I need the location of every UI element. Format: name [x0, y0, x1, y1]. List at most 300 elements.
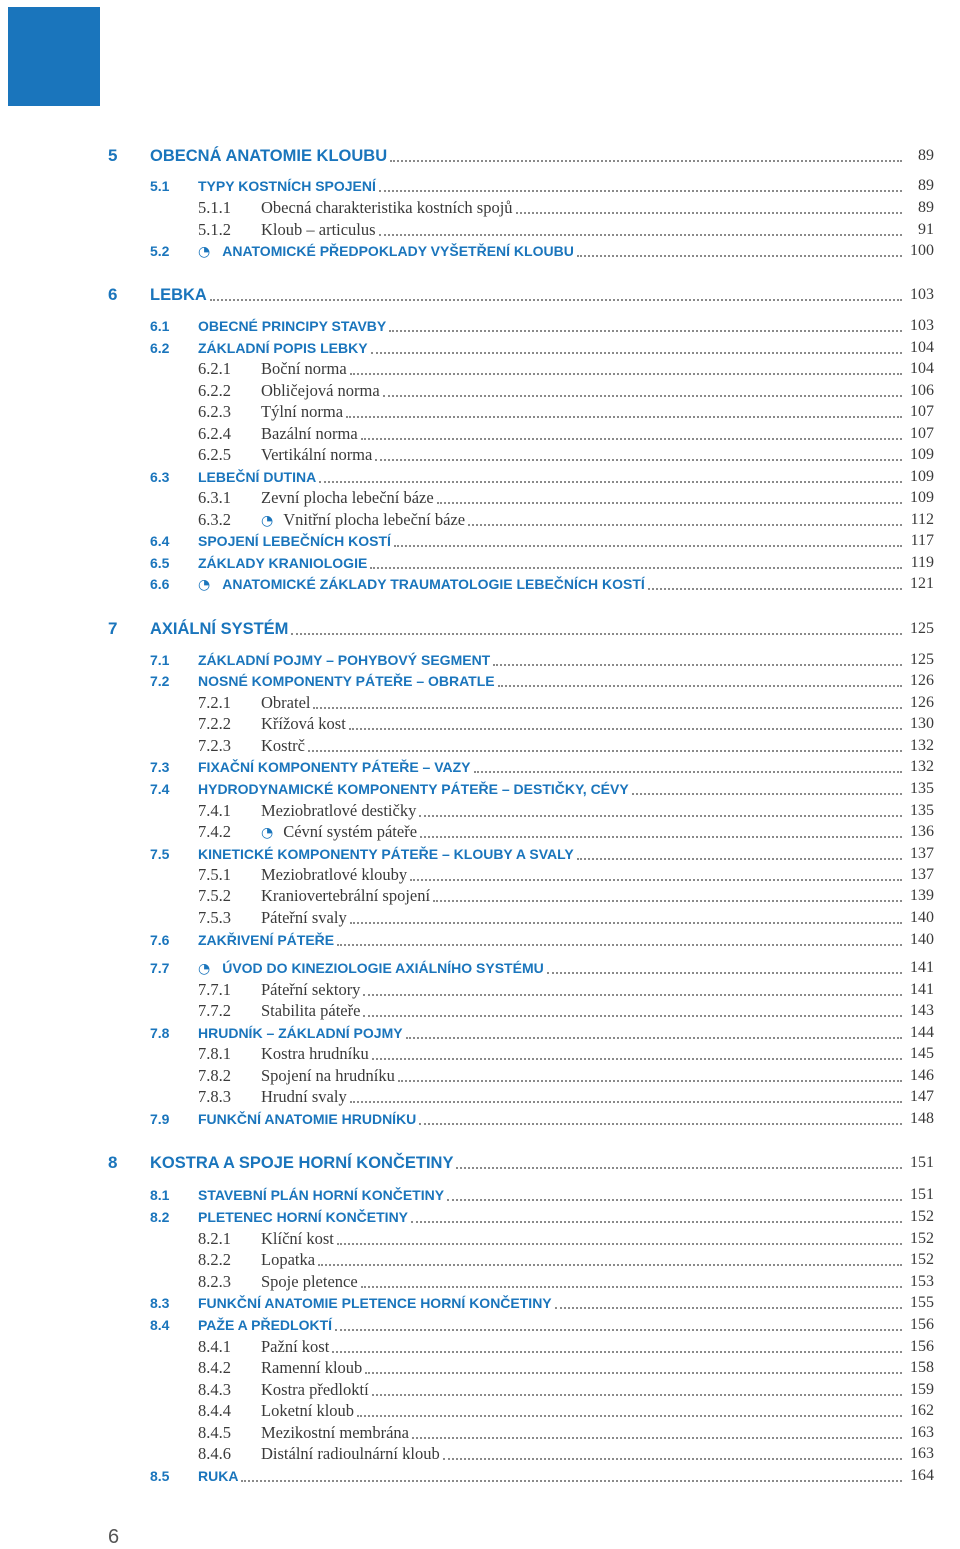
- toc-entry-number: 8.2.2: [198, 1250, 231, 1269]
- toc-entry-number: 7.5.1: [198, 865, 231, 884]
- toc-entry-number: 7.8.3: [198, 1087, 231, 1106]
- toc-entry-number: 7.4.2: [198, 822, 231, 841]
- toc-entry-page: 143: [910, 1002, 934, 1019]
- dot-leader: [389, 330, 902, 332]
- toc-entry-number: 8.2: [150, 1209, 170, 1225]
- toc-section-row[interactable]: [0, 337, 960, 359]
- dot-leader: [363, 1015, 902, 1017]
- toc-entry-page: 126: [910, 672, 934, 689]
- toc-entry-number: 8.4.2: [198, 1358, 231, 1377]
- dot-leader: [372, 1058, 902, 1060]
- toc-entry-title: [261, 197, 513, 219]
- toc-entry-title-text: Křížová kost: [261, 714, 346, 733]
- toc-entry-page: 155: [910, 1294, 934, 1311]
- toc-entry-page: 130: [910, 715, 934, 732]
- toc-section-row[interactable]: [0, 1292, 960, 1314]
- toc-entry-title: [198, 957, 544, 980]
- toc-sub-row[interactable]: [0, 444, 960, 466]
- toc-section-row[interactable]: [0, 530, 960, 552]
- toc-entry-title-text: ANATOMICKÉ ZÁKLADY TRAUMATOLOGIE LEBEČNÍCH KOSTÍ: [222, 576, 645, 592]
- dot-leader: [357, 1415, 902, 1417]
- toc-entry-title-text: AXIÁLNÍ SYSTÉM: [150, 620, 289, 638]
- toc-entry-title: [150, 145, 387, 167]
- toc-entry-page: 132: [910, 758, 934, 775]
- toc-entry-page: 151: [910, 1186, 934, 1203]
- toc-entry-page: 162: [910, 1402, 934, 1419]
- toc-entry-page: 135: [910, 802, 934, 819]
- toc-entry-title-text: Cévní systém páteře: [283, 822, 418, 841]
- toc-entry-title-text: FUNKČNÍ ANATOMIE PLETENCE HORNÍ KONČETINY: [198, 1295, 552, 1311]
- toc-entry-title: [198, 240, 574, 263]
- toc-entry-page: 140: [910, 931, 934, 948]
- toc-entry-page: 104: [910, 360, 934, 377]
- toc-entry-title-text: PAŽE A PŘEDLOKTÍ: [198, 1317, 333, 1333]
- toc-entry-title-text: FIXAČNÍ KOMPONENTY PÁTEŘE – VAZY: [198, 759, 471, 775]
- toc-section-row[interactable]: [0, 466, 960, 488]
- dot-leader: [349, 728, 902, 730]
- toc-entry-page: 152: [910, 1251, 934, 1268]
- toc-entry-page: 137: [910, 866, 934, 883]
- toc-entry-page: 121: [910, 575, 934, 592]
- toc-entry-number: 7.8: [150, 1025, 170, 1041]
- dot-leader: [419, 815, 902, 817]
- toc-sub-row[interactable]: [0, 885, 960, 907]
- dot-leader: [419, 1123, 902, 1125]
- toc-section-row[interactable]: [0, 175, 960, 197]
- toc-entry-page: 107: [910, 403, 934, 420]
- toc-entry-title: [198, 649, 490, 671]
- toc-entry-page: 109: [910, 468, 934, 485]
- toc-entry-title: [261, 821, 417, 844]
- toc-entry-title: [261, 1271, 358, 1293]
- toc-entry-title-text: Ramenní kloub: [261, 1358, 363, 1377]
- toc-entry-title-text: Loketní kloub: [261, 1401, 355, 1420]
- dot-leader: [447, 1199, 902, 1201]
- toc-entry-number: 7.1: [150, 652, 170, 668]
- toc-entry-page: 89: [918, 199, 934, 216]
- toc-sub-row[interactable]: [0, 509, 960, 531]
- toc-chapter-row[interactable]: [0, 284, 960, 306]
- toc-entry-number: 6.2.5: [198, 445, 231, 464]
- toc-entry-page: 152: [910, 1230, 934, 1247]
- toc-entry-title: [198, 175, 376, 197]
- toc-entry-title-text: LEBKA: [150, 286, 207, 304]
- toc-entry-number: 8.4.5: [198, 1423, 231, 1442]
- toc-entry-number: 7.8.1: [198, 1044, 231, 1063]
- toc-entry-title: [261, 444, 372, 466]
- toc-entry-title-text: KOSTRA A SPOJE HORNÍ KONČETINY: [150, 1154, 454, 1172]
- toc-entry-page: 139: [910, 887, 934, 904]
- toc-entry-page: 163: [910, 1424, 934, 1441]
- toc-entry-number: 8.5: [150, 1468, 170, 1484]
- toc-entry-title-text: OBECNÉ PRINCIPY STAVBY: [198, 318, 387, 334]
- toc-sub-row[interactable]: [0, 800, 960, 822]
- toc-entry-title-text: Stabilita páteře: [261, 1001, 361, 1020]
- toc-entry-number: 7: [108, 619, 118, 638]
- toc-entry-page: 89: [918, 177, 934, 194]
- toc-entry-title: [261, 1065, 395, 1087]
- dot-leader: [371, 352, 902, 354]
- dot-leader: [632, 793, 902, 795]
- toc-entry-title: [198, 1184, 444, 1206]
- eye-icon: ◔: [198, 961, 211, 977]
- toc-entry-page: 109: [910, 446, 934, 463]
- dot-leader: [361, 438, 902, 440]
- dot-leader: [577, 858, 902, 860]
- toc-entry-number: 7.7.2: [198, 1001, 231, 1020]
- toc-entry-title-text: Kloub – articulus: [261, 220, 376, 239]
- toc-sub-row[interactable]: [0, 219, 960, 241]
- eye-icon: ◔: [261, 825, 274, 841]
- toc-entry-title-text: RUKA: [198, 1468, 239, 1484]
- toc-entry-title-text: ZÁKLADY KRANIOLOGIE: [198, 555, 368, 571]
- toc-entry-title-text: Hrudní svaly: [261, 1087, 347, 1106]
- dot-leader: [498, 685, 902, 687]
- dot-leader: [370, 567, 902, 569]
- dot-leader: [241, 1480, 902, 1482]
- toc-entry-number: 7.8.2: [198, 1066, 231, 1085]
- toc-entry-number: 7.4.1: [198, 801, 231, 820]
- toc-section-row[interactable]: [0, 778, 960, 800]
- toc-entry-title: [198, 573, 645, 596]
- eye-icon: ◔: [261, 513, 274, 529]
- toc-entry-title: [261, 800, 416, 822]
- toc-entry-title: [261, 1086, 347, 1108]
- toc-entry-number: 5: [108, 146, 118, 165]
- toc-entry-title-text: Kostra předloktí: [261, 1380, 369, 1399]
- toc-entry-title: [261, 358, 347, 380]
- toc-entry-number: 8.4: [150, 1317, 170, 1333]
- dot-leader: [433, 900, 902, 902]
- toc-sub-row[interactable]: [0, 401, 960, 423]
- toc-section-row[interactable]: [0, 957, 960, 979]
- toc-entry-number: 6: [108, 285, 118, 304]
- dot-leader: [308, 750, 902, 752]
- toc-entry-title: [198, 1206, 408, 1228]
- toc-section-row[interactable]: [0, 1206, 960, 1228]
- toc-entry-page: 159: [910, 1381, 934, 1398]
- toc-entry-title-text: Týlní norma: [261, 402, 344, 421]
- toc-section-row[interactable]: [0, 1314, 960, 1336]
- toc-entry-title: [261, 1379, 369, 1401]
- dot-leader: [319, 481, 902, 483]
- toc-entry-page: 152: [910, 1208, 934, 1225]
- toc-entry-page: 125: [910, 651, 934, 668]
- toc-entry-number: 8.2.1: [198, 1229, 231, 1248]
- toc-entry-title: [198, 929, 334, 951]
- dot-leader: [648, 588, 902, 590]
- toc-entry-title-text: ÚVOD DO KINEZIOLOGIE AXIÁLNÍHO SYSTÉMU: [222, 960, 544, 976]
- toc-entry-number: 7.2: [150, 673, 170, 689]
- toc-entry-title: [261, 864, 407, 886]
- toc-sub-row[interactable]: [0, 1065, 960, 1087]
- toc-entry-title-text: Lopatka: [261, 1250, 316, 1269]
- toc-section-row[interactable]: [0, 1184, 960, 1206]
- toc-entry-page: 137: [910, 845, 934, 862]
- dot-leader: [372, 1394, 902, 1396]
- toc-entry-title: [198, 337, 368, 359]
- toc-entry-page: 147: [910, 1088, 934, 1105]
- dot-leader: [516, 212, 902, 214]
- toc-entry-page: 125: [910, 620, 934, 637]
- toc-entry-number: 7.7.1: [198, 980, 231, 999]
- toc-section-row[interactable]: [0, 756, 960, 778]
- toc-sub-row[interactable]: [0, 197, 960, 219]
- toc-entry-number: 6.2.4: [198, 424, 231, 443]
- dot-leader: [337, 944, 902, 946]
- toc-sub-row[interactable]: [0, 1336, 960, 1358]
- toc-entry-number: 7.4: [150, 781, 170, 797]
- toc-entry-number: 7.7: [150, 960, 170, 976]
- toc-section-row[interactable]: [0, 1465, 960, 1487]
- toc-entry-title: [198, 778, 629, 800]
- dot-leader: [313, 707, 902, 709]
- toc-entry-title: [261, 1400, 354, 1422]
- toc-section-row[interactable]: [0, 843, 960, 865]
- toc-entry-title-text: ZAKŘIVENÍ PÁTEŘE: [198, 932, 335, 948]
- toc-entry-title: [198, 670, 495, 692]
- toc-entry-title-text: Vnitřní plocha lebeční báze: [283, 510, 466, 529]
- toc-section-row[interactable]: [0, 552, 960, 574]
- toc-sub-row[interactable]: [0, 1249, 960, 1271]
- toc-entry-title-text: Spoje pletence: [261, 1272, 358, 1291]
- toc-entry-title-text: Mezikostní membrána: [261, 1423, 410, 1442]
- toc-entry-number: 6.3.2: [198, 510, 231, 529]
- toc-sub-row[interactable]: [0, 1400, 960, 1422]
- toc-entry-page: 151: [910, 1154, 934, 1171]
- toc-sub-row[interactable]: [0, 1086, 960, 1108]
- toc-entry-title: [261, 1336, 329, 1358]
- toc-entry-page: 163: [910, 1445, 934, 1462]
- toc-entry-title-text: Obecná charakteristika kostních spojů: [261, 198, 513, 217]
- toc-section-row[interactable]: [0, 315, 960, 337]
- toc-entry-page: 156: [910, 1338, 934, 1355]
- toc-sub-row[interactable]: [0, 713, 960, 735]
- toc-entry-title-text: Páteřní svaly: [261, 908, 347, 927]
- dot-leader: [394, 545, 902, 547]
- toc-entry-page: 109: [910, 489, 934, 506]
- toc-entry-page: 156: [910, 1316, 934, 1333]
- dot-leader: [337, 1243, 902, 1245]
- dot-leader: [350, 1101, 902, 1103]
- toc-entry-title: [198, 843, 574, 865]
- dot-leader: [412, 1437, 902, 1439]
- toc-entry-title: [261, 423, 358, 445]
- toc-entry-number: 6.2.3: [198, 402, 231, 421]
- toc-entry-title-text: Boční norma: [261, 359, 347, 378]
- toc-entry-page: 103: [910, 286, 934, 303]
- toc-entry-title-text: OBECNÁ ANATOMIE KLOUBU: [150, 147, 388, 165]
- toc-entry-title-text: Pažní kost: [261, 1337, 330, 1356]
- toc-sub-row[interactable]: [0, 864, 960, 886]
- dot-leader: [318, 1264, 902, 1266]
- toc-entry-title-text: HRUDNÍK – ZÁKLADNÍ POJMY: [198, 1025, 403, 1041]
- toc-entry-title: [261, 219, 376, 241]
- toc-sub-row[interactable]: [0, 358, 960, 380]
- toc-entry-page: 104: [910, 339, 934, 356]
- toc-entry-page: 145: [910, 1045, 934, 1062]
- toc-entry-title-text: Obličejová norma: [261, 381, 380, 400]
- toc-entry-page: 144: [910, 1024, 934, 1041]
- toc-chapter-row[interactable]: [0, 1152, 960, 1174]
- toc-section-row[interactable]: [0, 929, 960, 951]
- toc-entry-title: [261, 1000, 360, 1022]
- dot-leader: [332, 1351, 902, 1353]
- toc-entry-title: [261, 979, 360, 1001]
- toc-sub-row[interactable]: [0, 692, 960, 714]
- toc-entry-page: 91: [918, 221, 934, 238]
- toc-entry-number: 7.5: [150, 846, 170, 862]
- toc-chapter-row[interactable]: [0, 145, 960, 167]
- toc-entry-title: [261, 1249, 315, 1271]
- toc-section-row[interactable]: [0, 670, 960, 692]
- toc-entry-title-text: Bazální norma: [261, 424, 358, 443]
- toc-entry-number: 7.2.1: [198, 693, 231, 712]
- toc-entry-title: [198, 530, 391, 552]
- toc-entry-title: [261, 401, 343, 423]
- toc-entry-title: [198, 315, 386, 337]
- toc-entry-number: 6.2.2: [198, 381, 231, 400]
- dot-leader: [363, 994, 902, 996]
- toc-entry-number: 6.2.1: [198, 359, 231, 378]
- toc-entry-page: 164: [910, 1467, 934, 1484]
- dot-leader: [361, 1286, 902, 1288]
- dot-leader: [291, 633, 902, 635]
- toc-entry-page: 132: [910, 737, 934, 754]
- dot-leader: [346, 416, 902, 418]
- toc-sub-row[interactable]: [0, 979, 960, 1001]
- toc-entry-title-text: LEBEČNÍ DUTINA: [198, 469, 317, 485]
- toc-entry-title: [198, 756, 471, 778]
- toc-sub-row[interactable]: [0, 1443, 960, 1465]
- eye-icon: ◔: [198, 244, 211, 260]
- toc-sub-row[interactable]: [0, 735, 960, 757]
- toc-entry-title-text: Klíční kost: [261, 1229, 334, 1248]
- toc-entry-number: 6.3.1: [198, 488, 231, 507]
- dot-leader: [437, 502, 902, 504]
- dot-leader: [383, 395, 902, 397]
- toc-entry-number: 6.3: [150, 469, 170, 485]
- toc-sub-row[interactable]: [0, 423, 960, 445]
- toc-entry-title: [261, 907, 347, 929]
- toc-entry-title-text: Obratel: [261, 693, 311, 712]
- toc-entry-number: 7.5.2: [198, 886, 231, 905]
- toc-entry-title: [261, 1357, 362, 1379]
- toc-entry-number: 6.6: [150, 576, 170, 592]
- dot-leader: [410, 879, 902, 881]
- toc-entry-title-text: STAVEBNÍ PLÁN HORNÍ KONČETINY: [198, 1187, 445, 1203]
- toc-sub-row[interactable]: [0, 1379, 960, 1401]
- toc-entry-page: 136: [910, 823, 934, 840]
- toc-entry-number: 7.6: [150, 932, 170, 948]
- toc-sub-row[interactable]: [0, 487, 960, 509]
- dot-leader: [379, 190, 902, 192]
- toc-entry-title: [150, 618, 288, 640]
- toc-entry-title-text: ZÁKLADNÍ POJMY – POHYBOVÝ SEGMENT: [198, 652, 491, 668]
- dot-leader: [375, 459, 902, 461]
- dot-leader: [420, 836, 902, 838]
- toc-sub-row[interactable]: [0, 1043, 960, 1065]
- toc-section-row[interactable]: [0, 240, 960, 262]
- toc-entry-number: 7.2.3: [198, 736, 231, 755]
- dot-leader: [335, 1329, 902, 1331]
- toc-entry-page: 117: [910, 532, 934, 549]
- toc-sub-row[interactable]: [0, 1422, 960, 1444]
- toc-entry-title: [261, 1443, 440, 1465]
- toc-entry-number: 7.3: [150, 759, 170, 775]
- toc-sub-row[interactable]: [0, 1271, 960, 1293]
- dot-leader: [547, 972, 902, 974]
- toc-sub-row[interactable]: [0, 380, 960, 402]
- toc-entry-page: 140: [910, 909, 934, 926]
- toc-entry-page: 141: [910, 959, 934, 976]
- toc-sub-row[interactable]: [0, 1357, 960, 1379]
- toc-entry-number: 8.4.1: [198, 1337, 231, 1356]
- toc-entry-title-text: Zevní plocha lebeční báze: [261, 488, 434, 507]
- dot-leader: [365, 1372, 902, 1374]
- toc-entry-title: [261, 1422, 409, 1444]
- toc-entry-number: 5.1: [150, 178, 170, 194]
- toc-entry-title-text: Meziobratlové destičky: [261, 801, 417, 820]
- toc-section-row[interactable]: [0, 573, 960, 595]
- toc-entry-number: 8.2.3: [198, 1272, 231, 1291]
- dot-leader: [555, 1307, 902, 1309]
- toc-entry-title: [150, 1152, 453, 1174]
- toc-sub-row[interactable]: [0, 907, 960, 929]
- toc-entry-title: [198, 466, 316, 488]
- toc-sub-row[interactable]: [0, 1000, 960, 1022]
- toc-entry-page: 100: [910, 242, 934, 259]
- toc-entry-number: 7.5.3: [198, 908, 231, 927]
- toc-entry-title-text: PLETENEC HORNÍ KONČETINY: [198, 1209, 409, 1225]
- dot-leader: [456, 1167, 902, 1169]
- toc-entry-page: 135: [910, 780, 934, 797]
- toc-section-row[interactable]: [0, 649, 960, 671]
- toc-entry-number: 8.1: [150, 1187, 170, 1203]
- toc-entry-title: [198, 1292, 552, 1314]
- toc-entry-page: 107: [910, 425, 934, 442]
- dot-leader: [577, 255, 902, 257]
- toc-entry-page: 153: [910, 1273, 934, 1290]
- toc-entry-number: 6.4: [150, 533, 170, 549]
- eye-icon: ◔: [198, 577, 211, 593]
- dot-leader: [468, 524, 902, 526]
- toc-entry-title: [198, 1314, 332, 1336]
- toc-entry-page: 112: [910, 511, 934, 528]
- toc-chapter-row[interactable]: [0, 618, 960, 640]
- toc-entry-title-text: Kostra hrudníku: [261, 1044, 369, 1063]
- toc-entry-page: 141: [910, 981, 934, 998]
- toc-entry-number: 6.1: [150, 318, 170, 334]
- toc-entry-page: 148: [910, 1110, 934, 1127]
- toc-section-row[interactable]: [0, 1022, 960, 1044]
- toc-entry-title-text: FUNKČNÍ ANATOMIE HRUDNÍKU: [198, 1111, 417, 1127]
- toc-entry-number: 7.9: [150, 1111, 170, 1127]
- toc-entry-title-text: Kraniovertebrální spojení: [261, 886, 431, 905]
- toc-entry-number: 8.3: [150, 1295, 170, 1311]
- toc-entry-title: [261, 380, 380, 402]
- toc-entry-title: [261, 1228, 334, 1250]
- toc-section-row[interactable]: [0, 1108, 960, 1130]
- toc-entry-number: 5.1.2: [198, 220, 231, 239]
- toc-sub-row[interactable]: [0, 821, 960, 843]
- toc-entry-title-text: TYPY KOSTNÍCH SPOJENÍ: [198, 178, 376, 194]
- toc-entry-title-text: HYDRODYNAMICKÉ KOMPONENTY PÁTEŘE – DESTIČKY, CÉVY: [198, 781, 629, 797]
- dot-leader: [493, 664, 902, 666]
- toc-entry-title-text: ZÁKLADNÍ POPIS LEBKY: [198, 340, 368, 356]
- toc-sub-row[interactable]: [0, 1228, 960, 1250]
- toc-entry-title: [261, 487, 434, 509]
